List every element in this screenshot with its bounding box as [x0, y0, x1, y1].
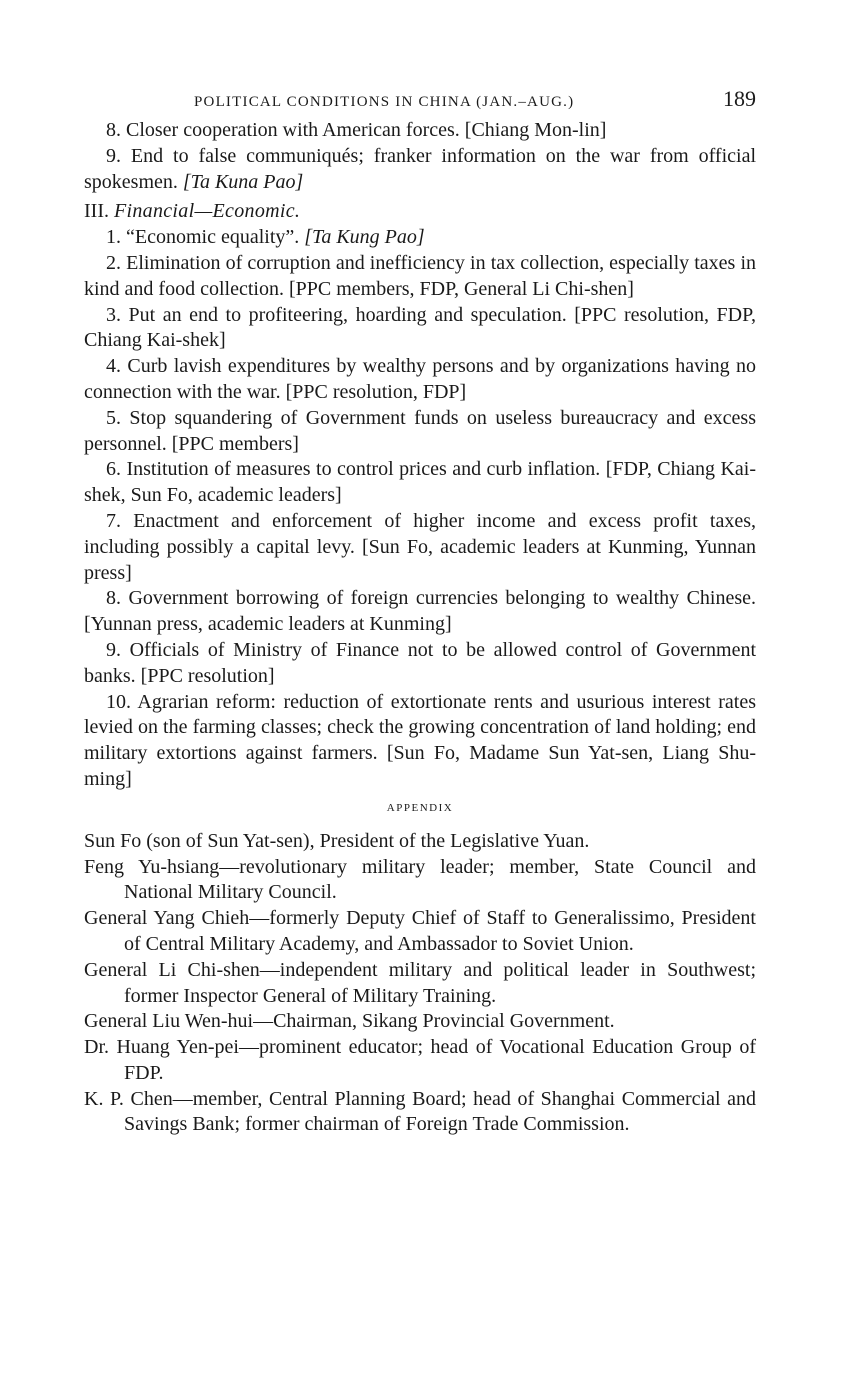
list-item: 9. End to false communiqués; franker information on the war from official spokesmen. [Ta Kuna Pao] [84, 144, 757, 193]
list-item: 5. Stop squandering of Government funds on useless bureaucracy and excess personnel. [PPC members] [84, 406, 756, 455]
page-number: 189 [723, 86, 756, 111]
list-item: 6. Institution of measures to control prices and curb inflation. [FDP, Chiang Kai-shek, Sun Fo, academic leaders] [84, 458, 757, 507]
list-item: 8. Government borrowing of foreign currencies belonging to wealthy Chinese. [Yunnan press, academic leaders at Kunming] [84, 587, 757, 636]
list-item: 1. “Economic equality”. [Ta Kung Pao] [106, 226, 425, 249]
list-item: 10. Agrarian reform: reduction of extortionate rents and usurious interest rates levied on the farming classes; check the growing concentration of land holding; end military extortions against farmers. [Sun Fo, Madame Sun Yat-sen, Liang Shu-ming] [84, 690, 756, 790]
source-citation: [Ta Kuna Pao] [182, 170, 304, 193]
list-item: 3. Put an end to profiteering, hoarding and speculation. [PPC resolution, FDP, Chiang Kai-shek] [84, 303, 756, 352]
list-item: 4. Curb lavish expenditures by wealthy persons and by organizations having no connection with the war. [PPC resolution, FDP] [84, 355, 756, 403]
running-head: POLITICAL CONDITIONS IN CHINA (JAN.–AUG.) [194, 94, 575, 110]
appendix-entry: K. P. Chen—member, Central Planning Board; head of Shanghai Commercial and Savings Bank; former chairman of Foreign Trade Commission. [84, 1087, 756, 1136]
list-item: 9. Officials of Ministry of Finance not to be allowed control of Government banks. [PPC resolution] [84, 638, 757, 687]
appendix-entry: Dr. Huang Yen-pei—prominent educator; head of Vocational Education Group of FDP. [84, 1036, 756, 1084]
section-heading: III. Financial—Economic. [84, 200, 301, 223]
appendix-entry: Sun Fo (son of Sun Yat-sen), President of the Legislative Yuan. [84, 829, 590, 852]
appendix-entry: Feng Yu-hsiang—revolutionary military leader; member, State Council and National Military Council. [84, 855, 756, 904]
book-page [84, 86, 756, 1138]
list-item: 7. Enactment and enforcement of higher income and excess profit taxes, including possibly a capital levy. [Sun Fo, academic leaders at Kunming, Yunnan press] [84, 509, 757, 584]
list-item: 2. Elimination of corruption and inefficiency in tax collection, especially taxes in kind and food collection. [PPC members, FDP, General Li Chi-shen] [84, 251, 756, 300]
list-item: 8. Closer cooperation with American forces. [Chiang Mon-lin] [106, 119, 607, 141]
page-header [84, 86, 756, 118]
appendix-entry: General Yang Chieh—formerly Deputy Chief of Staff to Generalissimo, President of Central Military Academy, and Ambassador to Soviet Union. [84, 907, 756, 955]
appendix-title: APPENDIX [386, 801, 454, 814]
source-citation: [Ta Kung Pao] [304, 226, 425, 249]
appendix-entry: General Li Chi-shen—independent military and political leader in Southwest; former Inspector General of Military Training. [84, 958, 756, 1007]
appendix-entry: General Liu Wen-hui—Chairman, Sikang Provincial Government. [84, 1010, 615, 1033]
